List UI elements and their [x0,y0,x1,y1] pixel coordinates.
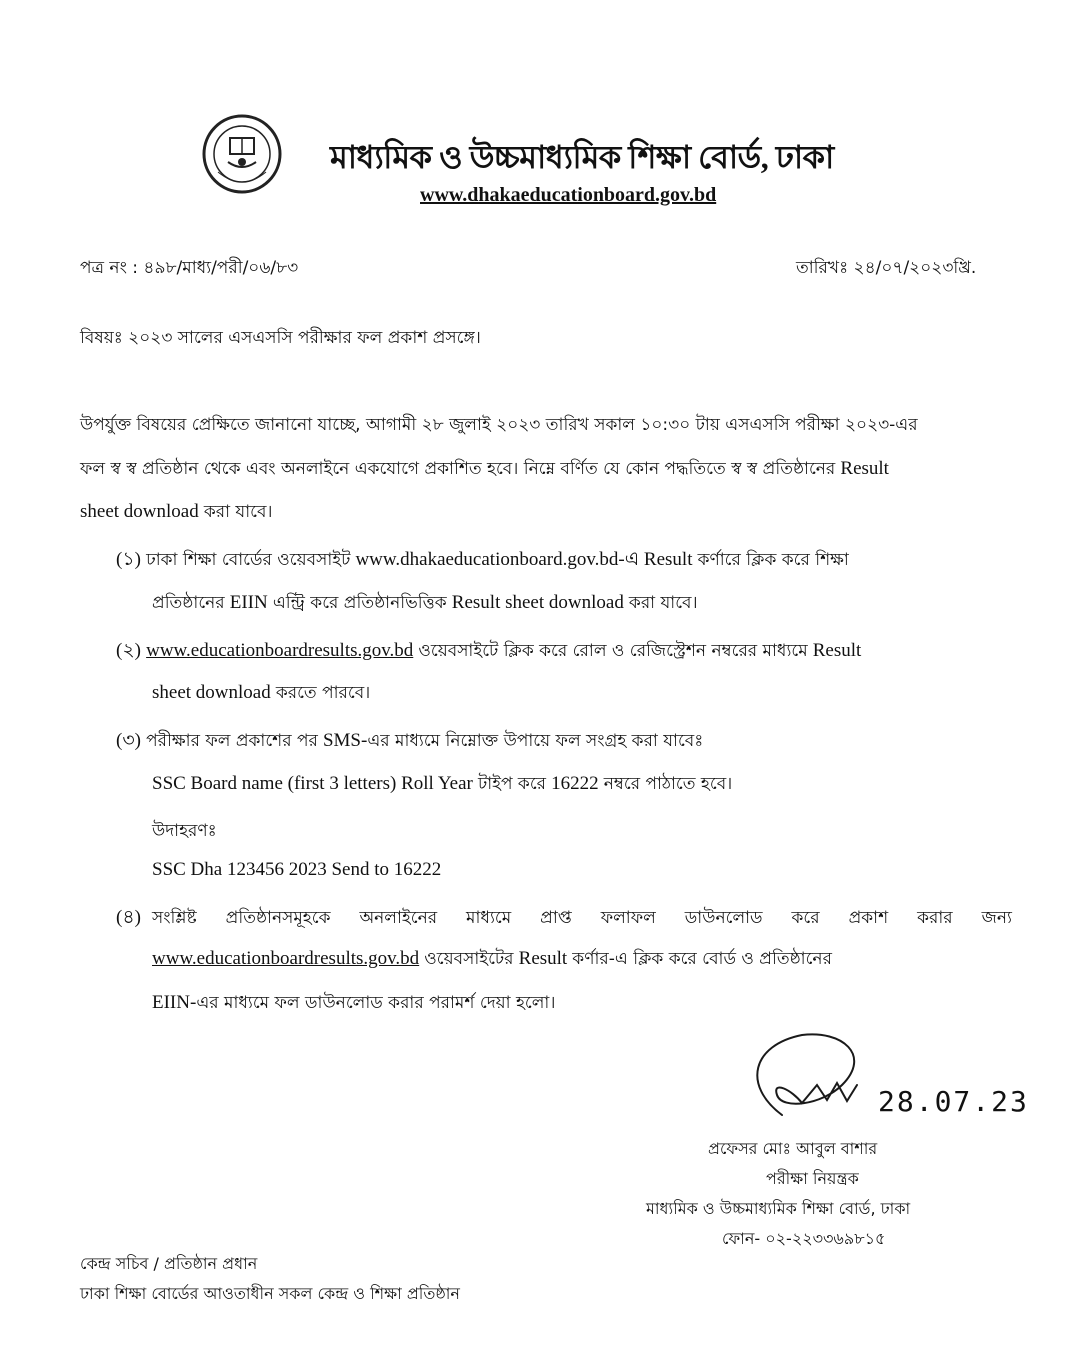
item-4-word: মাধ্যমে [466,908,512,928]
item-4-word: ফলাফল [600,908,656,928]
item-1-line-2 [152,590,698,618]
item-3-line-2 [152,771,732,799]
item-4-line-2 [152,946,832,974]
item-1-text-a: ঢাকা শিক্ষা বোর্ডের ওয়েবসাইট [146,550,351,570]
item-2-line-1 [116,636,861,668]
item-4-number: (৪) [116,907,141,928]
item-1-text-g: Result sheet download [451,592,624,613]
item-1-text-h: করা যাবে। [628,593,698,613]
memo-number: পত্র নং : ৪৯৮/মাধ্য/পরী/০৬/৮৩ [80,258,299,278]
intro-line-2-text: ফল স্ব স্ব প্রতিষ্ঠান থেকে এবং অনলাইনে একযোগে প্রকাশিত হবে। নিম্নে বর্ণিত যে কোন পদ্ধতিতে স্ব স্ব প্রতিষ্ঠানের [80,459,836,479]
example-sms: SSC Dha 123456 2023 Send to 16222 [152,859,442,880]
board-seal-logo [200,112,284,196]
item-1-text-e: EIIN [229,592,268,613]
item-4-word: জন্য [981,908,1012,928]
item-2-text-d: করতে পারবে। [275,683,371,703]
item-3-sms-format: SSC Board name (first 3 letters) Roll Year [152,773,473,794]
intro-line-3 [80,499,273,527]
item-2-number: (২) [116,640,142,661]
item-2-text-a: ওয়েবসাইটে ক্লিক করে রোল ও রেজিস্ট্রেশন নম্বরের মাধ্যমে [418,641,808,661]
item-4-text-e: এর মাধ্যমে ফল ডাউনলোড করার পরামর্শ দেয়া হলো। [196,993,556,1013]
item-4-text-a: ওয়েবসাইটের [424,949,514,969]
item-4-line-1-words [152,905,1012,933]
item-4-word: ডাউনলোড [684,908,763,928]
item-1-text-d: প্রতিষ্ঠানের [152,593,225,613]
board-title: মাধ্যমিক ও উচ্চমাধ্যমিক শিক্ষা বোর্ড, ঢাকা [330,139,834,175]
intro-line-3-en: sheet download [80,501,199,522]
item-1-line-1 [116,545,849,577]
item-3-text-e: নম্বরে পাঠাতে হবে। [603,774,733,794]
item-3-text-d: টাইপ করে [477,774,547,794]
item-3-text-c: এর মাধ্যমে নিম্নোক্ত উপায়ে ফল সংগ্রহ করা যাবেঃ [367,731,704,751]
results-link-2[interactable]: www.educationboardresults.gov.bd [152,948,420,969]
item-2-text-c: sheet download [152,682,271,703]
results-link-1[interactable]: www.educationboardresults.gov.bd [146,640,414,661]
example-label: উদাহরণঃ [152,821,217,841]
item-3-number: (৩) [116,730,142,751]
item-3-line-1 [116,726,703,758]
item-4-text-c: কর্ণার-এ ক্লিক করে বোর্ড ও প্রতিষ্ঠানের [572,949,832,969]
item-3-text-a: পরীক্ষার ফল প্রকাশের পর [146,731,318,751]
signatory-designation: পরীক্ষা নিয়ন্ত্রক [766,1169,859,1188]
item-2-text-b: Result [812,640,862,661]
item-4-word: সংশ্লিষ্ট [152,908,197,928]
signatory-phone: ফোন- ০২-২২৩৩৬৯৮১৫ [722,1229,886,1248]
item-1-text-c: কর্ণারে ক্লিক করে শিক্ষা [697,550,849,570]
signature-date: 28.07.23 [878,1085,1029,1118]
item-4-text-d: EIIN- [152,992,197,1013]
signatory-office: মাধ্যমিক ও উচ্চমাধ্যমিক শিক্ষা বোর্ড, ঢাকা [646,1199,911,1218]
signature-mark [722,1025,1052,1135]
signatory-name: প্রফেসর মোঃ আবুল বাশার [708,1139,878,1158]
item-4-line-1 [116,903,141,935]
item-4-word: করে [791,908,820,928]
item-4-word: প্রকাশ [848,908,889,928]
item-3-shortcode: 16222 [551,773,599,794]
subject-line: বিষয়ঃ ২০২৩ সালের এসএসসি পরীক্ষার ফল প্রকাশ প্রসঙ্গে। [80,328,481,348]
board-website[interactable]: www.dhakaeducationboard.gov.bd [420,184,717,206]
item-4-word: করার [917,908,953,928]
item-1-text-b: www.dhakaeducationboard.gov.bd-এ Result [355,549,693,570]
intro-line-2-result: Result [840,458,889,479]
recipient-line-1: কেন্দ্র সচিব / প্রতিষ্ঠান প্রধান [80,1254,258,1273]
item-1-number: (১) [116,549,141,570]
item-3-text-b: SMS- [322,730,368,751]
intro-line-2 [80,456,889,484]
intro-line-1: উপর্যুক্ত বিষয়ের প্রেক্ষিতে জানানো যাচ্ছে, আগামী ২৮ জুলাই ২০২৩ তারিখ সকাল ১০:৩০ টায় এসএসসি পরীক্ষা ২০২৩-এর [80,415,918,435]
item-4-line-3 [152,990,555,1018]
memo-date: তারিখঃ ২৪/০৭/২০২৩খ্রি. [796,258,977,278]
item-1-text-f: এন্ট্রি করে প্রতিষ্ঠানভিত্তিক [272,593,447,613]
recipient-line-2: ঢাকা শিক্ষা বোর্ডের আওতাধীন সকল কেন্দ্র ও শিক্ষা প্রতিষ্ঠান [80,1284,460,1303]
intro-line-3-bn: করা যাবে। [203,502,273,522]
item-4-word: অনলাইনের [359,908,438,928]
item-2-line-2 [152,680,370,708]
item-4-word: প্রাপ্ত [540,908,572,928]
item-4-text-b: Result [518,948,568,969]
item-4-word: প্রতিষ্ঠানসমূহকে [225,908,331,928]
